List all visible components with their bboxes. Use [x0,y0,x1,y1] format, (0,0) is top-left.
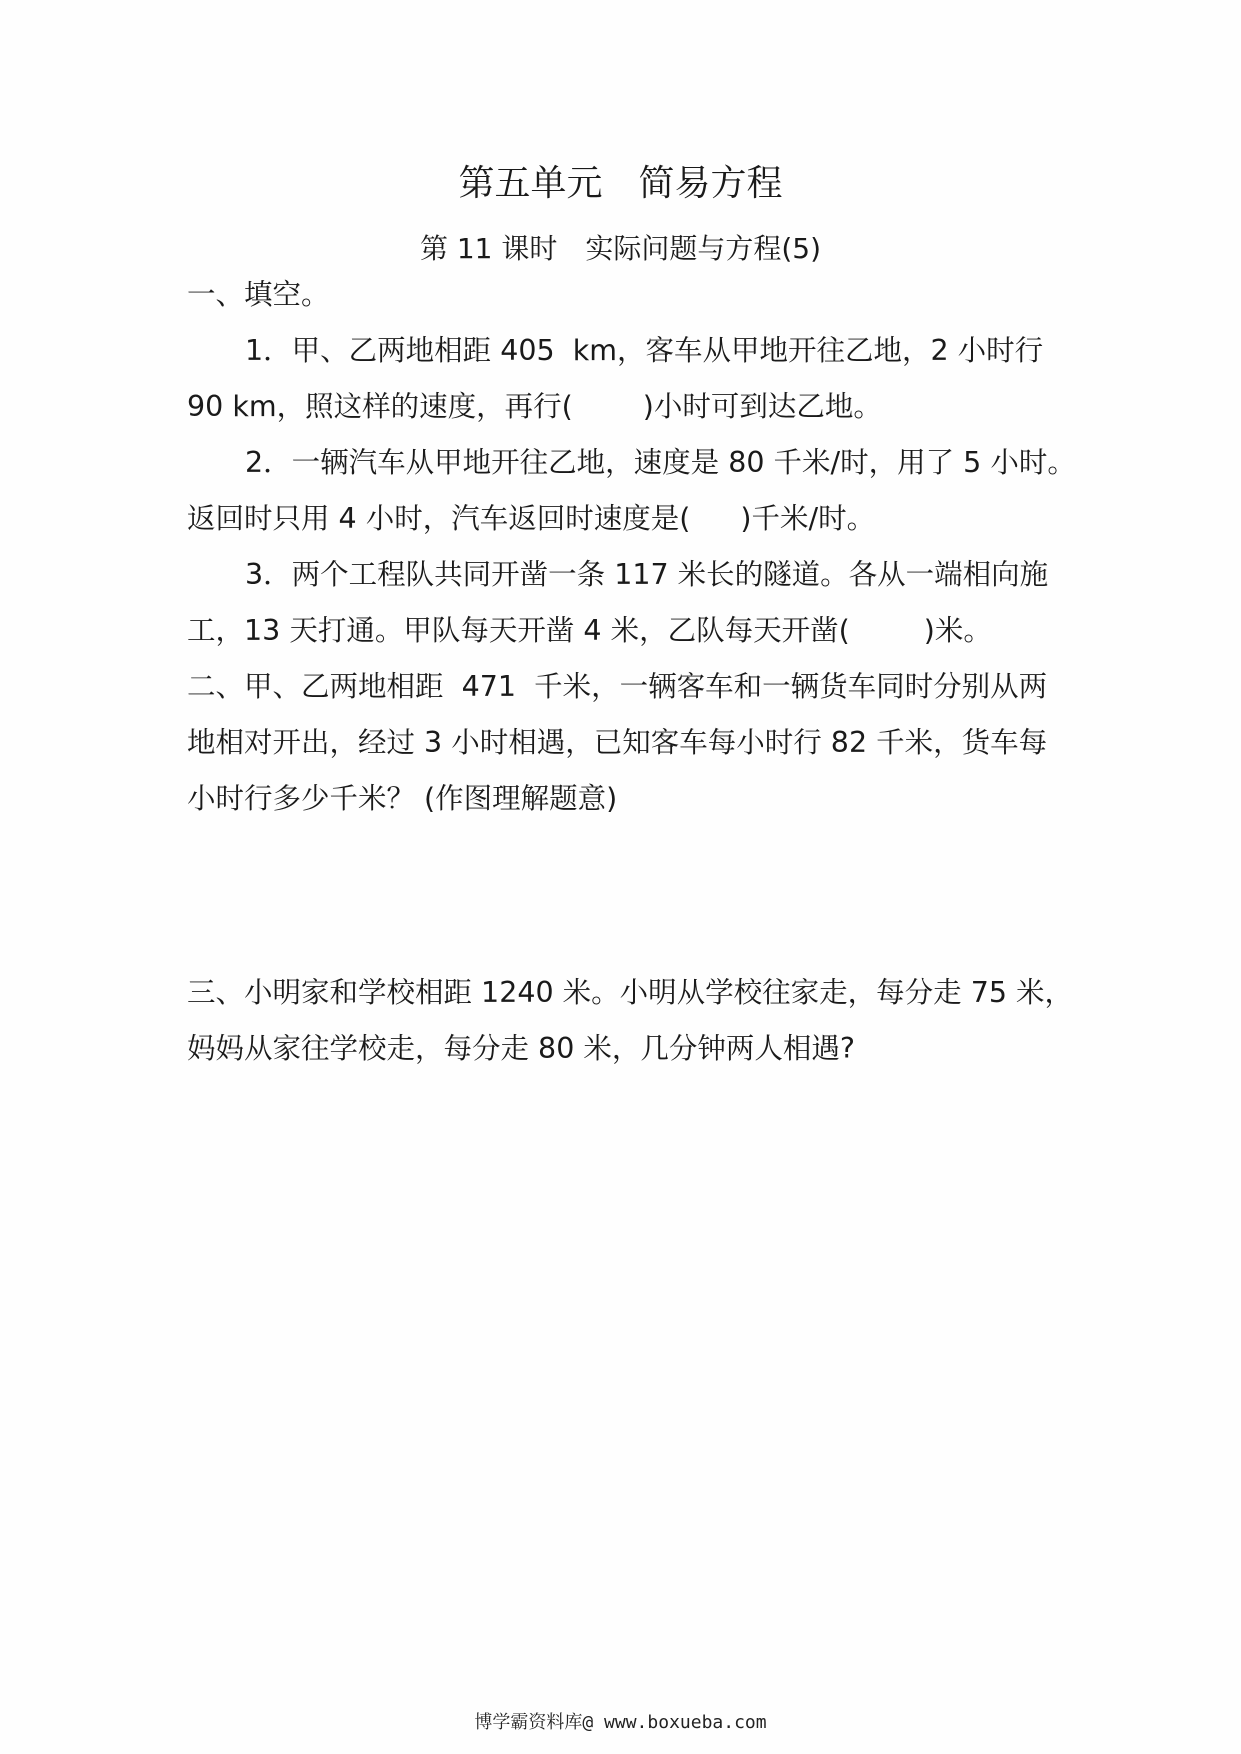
section2-line1: 二、甲、乙两地相距 471 千米，一辆客车和一辆货车同时分别从两 [187,670,1048,703]
lesson-subtitle: 第 11 课时 实际问题与方程(5) [419,232,822,265]
q1-line2 [187,387,882,427]
q2-line2 [187,499,875,539]
q3-text-before: 工，13 天打通。甲队每天开凿 4 米，乙队每天开凿( [187,614,850,647]
q2-text-after: )千米/时。 [740,502,876,535]
section3-line1: 三、小明家和学校相距 1240 米。小明从学校往家走，每分走 75 米， [187,976,1074,1009]
q1-text-before: 90 km，照这样的速度，再行( [187,390,573,423]
q3-text-after: )米。 [923,614,992,647]
q3-line2 [187,611,992,651]
q1-text-after: )小时可到达乙地。 [642,390,882,423]
footer-watermark: 博学霸资料库@ www.boxueba.com [474,1712,767,1733]
q3-line1: 3．两个工程队共同开凿一条 117 米长的隧道。各从一端相向施 [245,558,1049,591]
q2-text-before: 返回时只用 4 小时，汽车返回时速度是( [187,502,691,535]
section2-line2: 地相对开出，经过 3 小时相遇，已知客车每小时行 82 千米，货车每 [187,726,1048,759]
section1-heading: 一、填空。 [187,278,330,311]
page-title: 第五单元 简易方程 [458,163,783,204]
q1-line1: 1．甲、乙两地相距 405 km，客车从甲地开往乙地，2 小时行 [245,334,1044,367]
section3-line2: 妈妈从家往学校走，每分走 80 米，几分钟两人相遇? [187,1032,856,1065]
section2-line3: 小时行多少千米？ (作图理解题意) [187,782,618,815]
q2-line1: 2．一辆汽车从甲地开往乙地，速度是 80 千米/时，用了 5 小时。 [245,446,1076,479]
